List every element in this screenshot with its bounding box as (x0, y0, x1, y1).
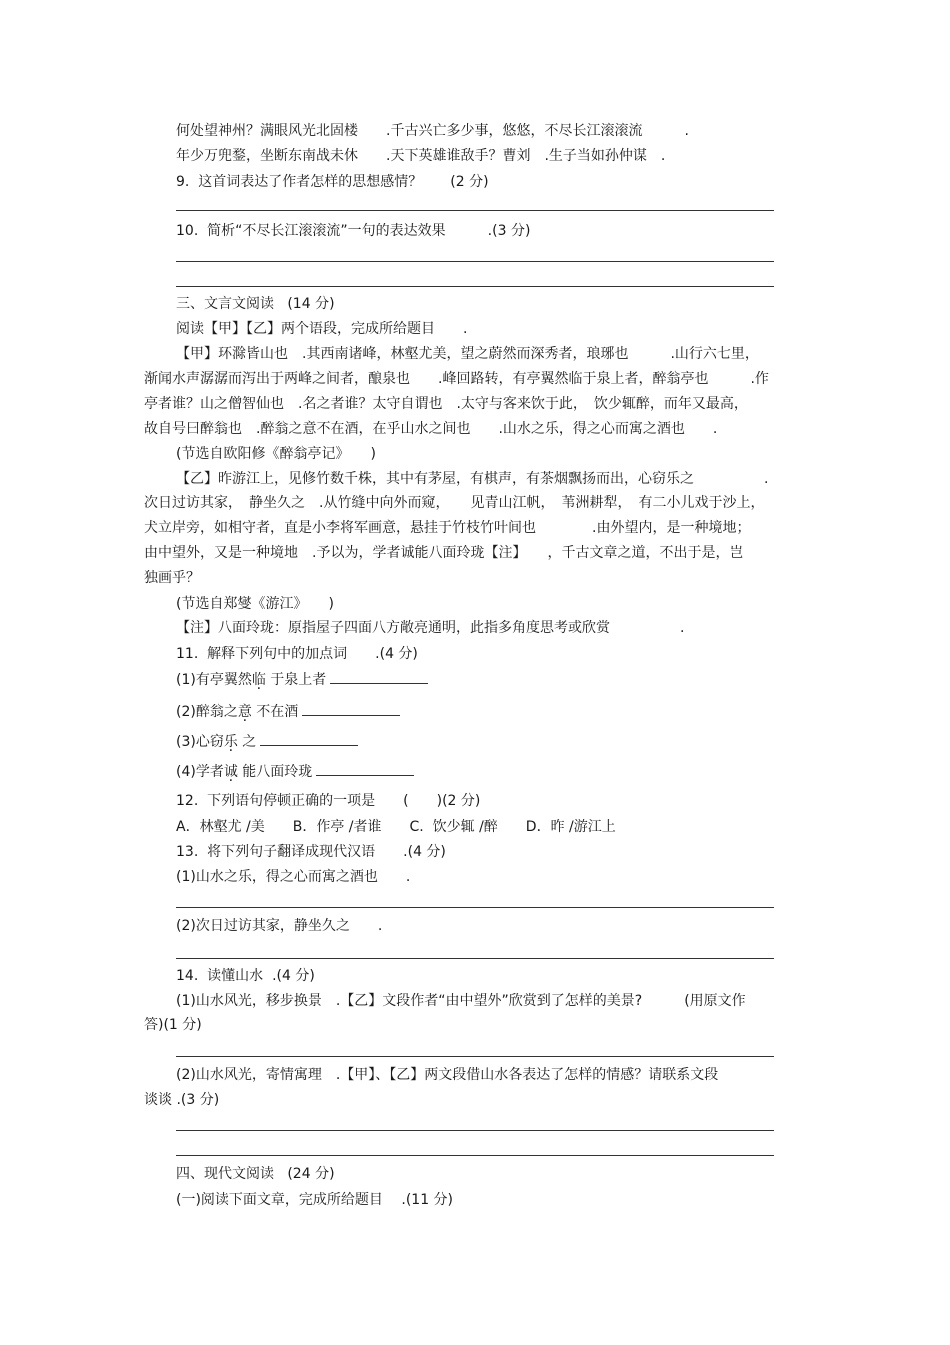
dotted-word: 乐 (223, 734, 238, 750)
answer-line[interactable] (176, 1155, 774, 1156)
passage-jia-line: 渐闻水声潺潺而泻出于两峰之间者，酿泉也 .峰回路转，有亭翼然临于泉上者，醉翁亭也 .作 (144, 371, 769, 387)
question-9: 9. 这首词表达了作者怎样的思想感情？ (2 分) (176, 174, 489, 190)
q11-item-3: (3)心窃乐 之 (176, 731, 358, 751)
q13-sentence-1: (1)山水之乐，得之心而寓之酒也 . (176, 869, 411, 885)
passage-jia-line: 故自号曰醉翁也 .醉翁之意不在酒，在乎山水之间也 .山水之乐，得之心而寓之酒也 . (144, 421, 718, 437)
section-3-title: 三、文言文阅读 (14 分) (176, 296, 335, 312)
section-3-intro: 阅读【甲】【乙】两个语段，完成所给题目 . (176, 321, 468, 337)
q11-item-1: (1)有亭翼然临 于泉上者 (176, 669, 428, 689)
passage-jia-line: 亭者谁？山之僧智仙也 .名之者谁？太守自谓也 .太守与客来饮于此， 饮少辄醉，而年又最高， (144, 396, 748, 412)
dotted-word: 临 (251, 672, 266, 688)
poem-line-2: 年少万兜鍪，坐断东南战未休 .天下英雄谁敌手？曹刘 .生子当如孙仲谋 . (176, 148, 666, 164)
section-4-intro: (一)阅读下面文章，完成所给题目 .(11 分) (176, 1192, 454, 1208)
passage-yi-line: 次日过访其家， 静坐久之 .从竹缝中向外而窥， 见青山江帆， 苇洲耕犁， 有二小儿戏于沙上， (144, 495, 765, 511)
dotted-word: 意 (237, 704, 252, 720)
answer-line[interactable] (176, 907, 774, 908)
q14-part-2: (2)山水风光，寄情寓理 .【甲】、【乙】两文段借山水各表达了怎样的情感？请联系文段 (176, 1067, 719, 1083)
answer-line[interactable] (176, 210, 774, 211)
passage-yi-line: 犬立岸旁，如相守者，直是小李将军画意，悬挂于竹枝竹叶间也 .由外望内，是一种境地； (144, 520, 751, 536)
question-12: 12. 下列语句停顿正确的一项是 ( )(2 分) (176, 793, 481, 809)
question-10: 10. 简析“不尽长江滚滚流”一句的表达效果 .(3 分) (176, 223, 531, 239)
q11-item-4: (4)学者诚 能八面玲珑 (176, 761, 414, 781)
answer-line[interactable] (176, 1130, 774, 1131)
fill-blank[interactable] (316, 761, 414, 776)
passage-yi-line: 【乙】昨游江上，见修竹数千株，其中有茅屋，有棋声，有茶烟飘扬而出，心窃乐之 . (176, 471, 769, 487)
question-12-options: A．林壑尤 /美 B．作亭 /者谁 C. 饮少辄 /醉 D．昨 /游江上 (176, 819, 616, 835)
annotation-note: 【注】八面玲珑：原指屋子四面八方敞亮通明，此指多角度思考或欣赏 . (176, 620, 685, 636)
passage-yi-source: (节选自郑燮《游江》 ) (176, 596, 334, 612)
q11-item-2: (2)醉翁之意 不在酒 (176, 701, 400, 721)
q14-part-1: (1)山水风光，移步换景 .【乙】文段作者“由中望外”欣赏到了怎样的美景? (用原文作 (176, 993, 746, 1009)
q13-sentence-2: (2)次日过访其家，静坐久之 . (176, 918, 383, 934)
answer-line[interactable] (176, 958, 774, 959)
answer-line[interactable] (176, 261, 774, 262)
answer-line[interactable] (176, 286, 774, 287)
question-14: 14. 读懂山水 .(4 分) (176, 968, 315, 984)
passage-yi-line: 独画乎？ (144, 570, 200, 586)
q14-part-1-cont: 答)(1 分) (144, 1017, 202, 1033)
poem-line-1: 何处望神州？满眼风光北固楼 .千古兴亡多少事，悠悠，不尽长江滚滚流 . (176, 123, 689, 139)
fill-blank[interactable] (330, 669, 428, 684)
passage-yi-line: 由中望外，又是一种境地 .予以为，学者诚能八面玲珑【注】 ，千古文章之道，不出于是，岂 (144, 545, 744, 561)
fill-blank[interactable] (260, 731, 358, 746)
q14-part-2-cont: 谈谈 .(3 分) (144, 1092, 220, 1108)
passage-jia-line: 【甲】环滁皆山也 .其西南诸峰，林壑尤美，望之蔚然而深秀者，琅琊也 .山行六七里， (176, 346, 759, 362)
question-11: 11. 解释下列句中的加点词 .(4 分) (176, 646, 418, 662)
passage-jia-source: (节选自欧阳修《醉翁亭记》 ) (176, 446, 376, 462)
answer-line[interactable] (176, 1056, 774, 1057)
fill-blank[interactable] (302, 701, 400, 716)
question-13: 13. 将下列句子翻译成现代汉语 .(4 分) (176, 844, 446, 860)
section-4-title: 四、现代文阅读 (24 分) (176, 1166, 335, 1182)
dotted-word: 诚 (223, 764, 238, 780)
